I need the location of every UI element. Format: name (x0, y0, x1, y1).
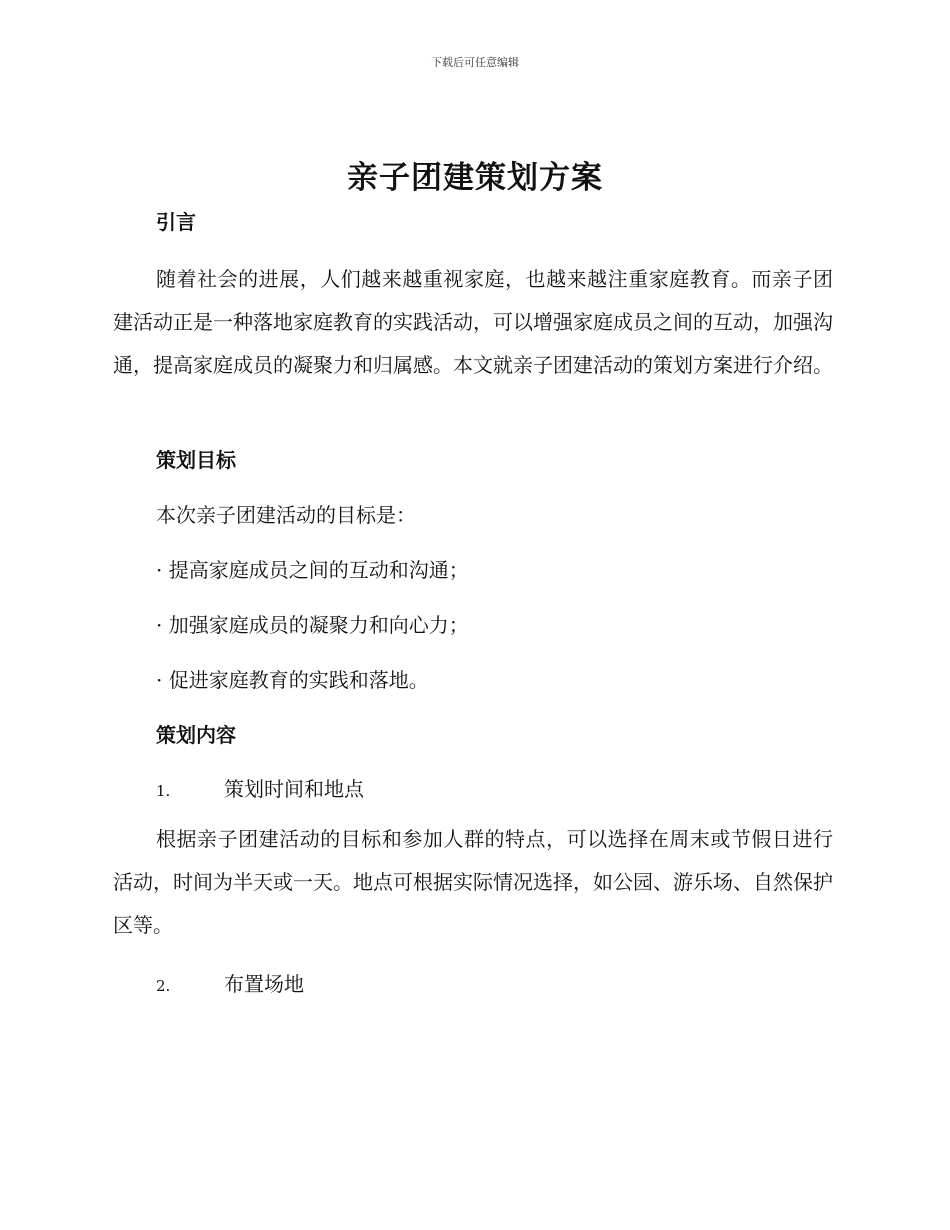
goal-bullet: · 加强家庭成员的凝聚力和向心力； (156, 613, 469, 637)
numbered-item (156, 773, 364, 802)
goals-lead: 本次亲子团建活动的目标是： (156, 503, 416, 527)
goal-bullet: · 促进家庭教育的实践和落地。 (156, 668, 429, 692)
item-number: 1. (156, 782, 171, 800)
document-title: 亲子团建策划方案 (347, 160, 603, 196)
intro-paragraph: 随着社会的进展，人们越来越重视家庭，也越来越注重家庭教育。而亲子团建活动正是一种落地家庭教育的实践活动，可以增强家庭成员之间的互动，加强沟通，提高家庭成员的凝聚力和归属感。本文就亲子团建活动的策划方案进行介绍。 (113, 267, 833, 377)
item-title: 策划时间和地点 (224, 777, 364, 801)
numbered-item (156, 968, 304, 997)
header-note: 下载后可任意编辑 (431, 56, 519, 69)
item-paragraph: 根据亲子团建活动的目标和参加人群的特点，可以选择在周末或节假日进行活动，时间为半天或一天。地点可根据实际情况选择，如公园、游乐场、自然保护区等。 (113, 827, 833, 937)
section-heading-intro: 引言 (156, 210, 196, 234)
section-heading-goals: 策划目标 (156, 448, 236, 472)
item-title: 布置场地 (224, 972, 304, 996)
section-heading-content: 策划内容 (156, 723, 236, 747)
goal-bullet: · 提高家庭成员之间的互动和沟通； (156, 558, 469, 582)
item-number: 2. (156, 977, 171, 995)
